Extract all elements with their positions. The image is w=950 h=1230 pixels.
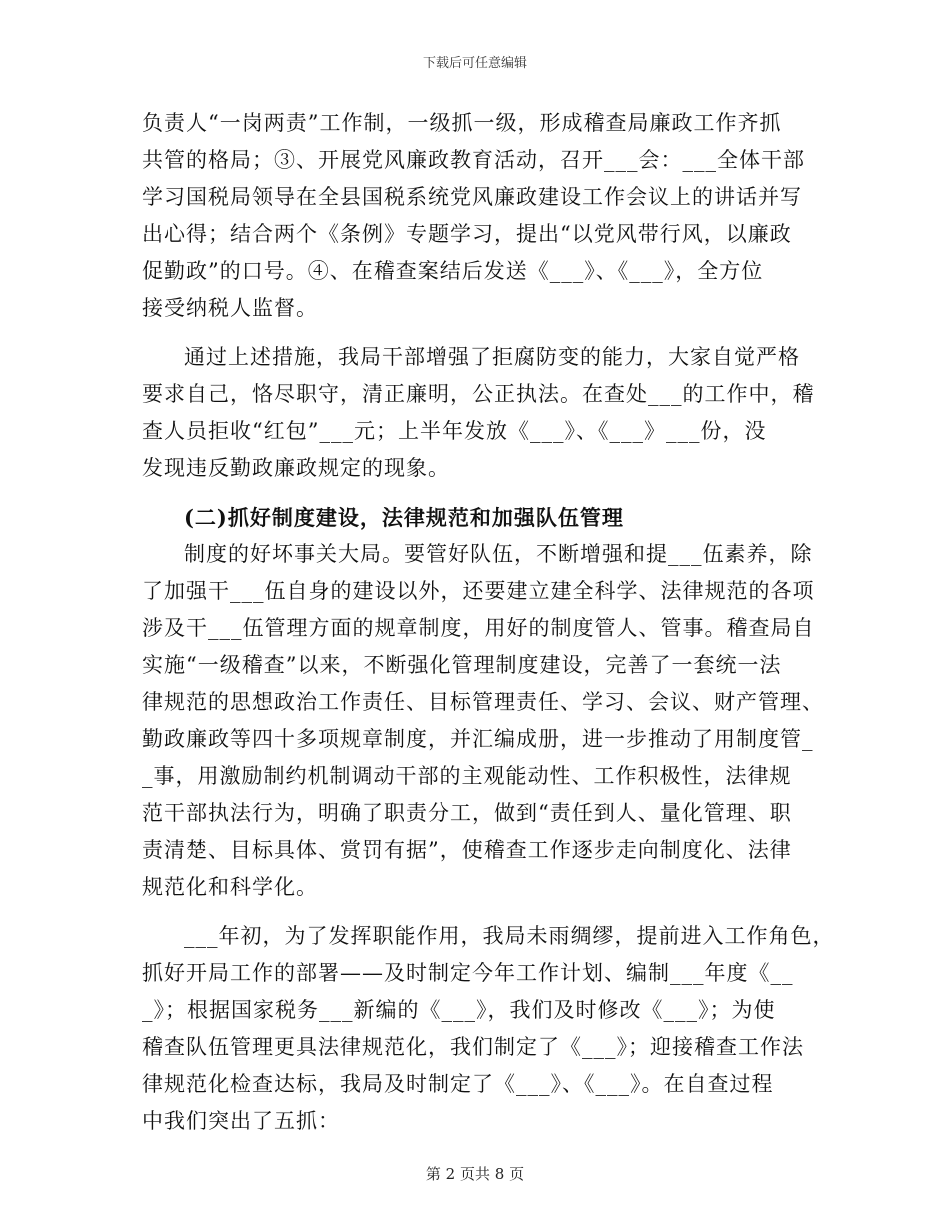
text-line: 中我们突出了五抓： [142,1109,340,1133]
text-line: 发现违反勤政廉政规定的现象。 [142,456,450,480]
text-line: 律规范化检查达标，我局及时制定了《___》、《___》。在自查过程 [142,1072,774,1096]
paragraph [142,339,815,487]
text-line: 查人员拒收“红包”___元；上半年发放《___》、《___》___份，没 [142,419,767,443]
section-heading: (二)抓好制度建设，法律规范和加强队伍管理 [184,505,624,530]
text-line: 共管的格局；③、开展党风廉政教育活动，召开___会：___全体干部 [142,148,805,172]
paragraph [142,918,835,1140]
document-body [142,105,835,1140]
text-line: 涉及干___伍管理方面的规章制度，用好的制度管人、管事。稽查局自 [142,616,815,640]
text-line: 责清楚、目标具体、赏罚有据”，使稽查工作逐步走向制度化、法律 [142,838,792,862]
text-line: 实施“一级稽查”以来，不断强化管理制度建设，完善了一套统一法 [142,653,782,677]
text-line: 规范化和科学化。 [142,875,318,899]
text-line: 勤政廉政等四十多项规章制度，并汇编成册，进一步推动了用制度管_ [142,727,814,751]
text-line: 出心得；结合两个《条例》专题学习，提出“以党风带行风，以廉政 [142,222,792,246]
text-line: 制度的好坏事关大局。要管好队伍，不断增强和提___伍素养，除 [184,542,813,566]
text-line: _》；根据国家税务___新编的《___》，我们及时修改《___》；为使 [142,998,776,1022]
text-line: 范干部执法行为，明确了职责分工，做到“责任到人、量化管理、职 [142,801,792,825]
text-line: 通过上述措施，我局干部增强了拒腐防变的能力，大家自觉严格 [184,345,800,369]
text-line: 促勤政”的口号。④、在稽查案结后发送《___》、《___》，全方位 [142,259,764,283]
text-line: 学习国税局领导在全县国税系统党风廉政建设工作会议上的讲话并写 [142,185,802,209]
section-heading-block [142,499,807,536]
text-line: 抓好开局工作的部署——及时制定今年工作计划、编制___年度《__ [142,961,794,985]
text-line: 负责人“一岗两责”工作制，一级抓一级，形成稽查局廉政工作齐抓 [142,111,782,135]
text-line: 律规范的思想政治工作责任、目标管理责任、学习、会议、财产管理、 [142,690,824,714]
paragraph [142,536,824,906]
text-line: 要求自己，恪尽职守，清正廉明，公正执法。在查处___的工作中，稽 [142,382,815,406]
paragraph [142,105,807,327]
text-line: ___年初，为了发挥职能作用，我局未雨绸缪，提前进入工作角色， [184,924,835,948]
text-line: _事，用激励制约机制调动干部的主观能动性、工作积极性，法律规 [142,764,792,788]
page-header: 下载后可任意编辑 [422,56,527,71]
text-line: 接受纳税人监督。 [142,296,318,320]
text-line: 了加强干___伍自身的建设以外，还要建立建全科学、法律规范的各项 [142,579,815,603]
text-line: 稽查队伍管理更具法律规范化，我们制定了《___》；迎接稽查工作法 [142,1035,804,1059]
page-footer: 第 2 页共 8 页 [425,1165,525,1183]
